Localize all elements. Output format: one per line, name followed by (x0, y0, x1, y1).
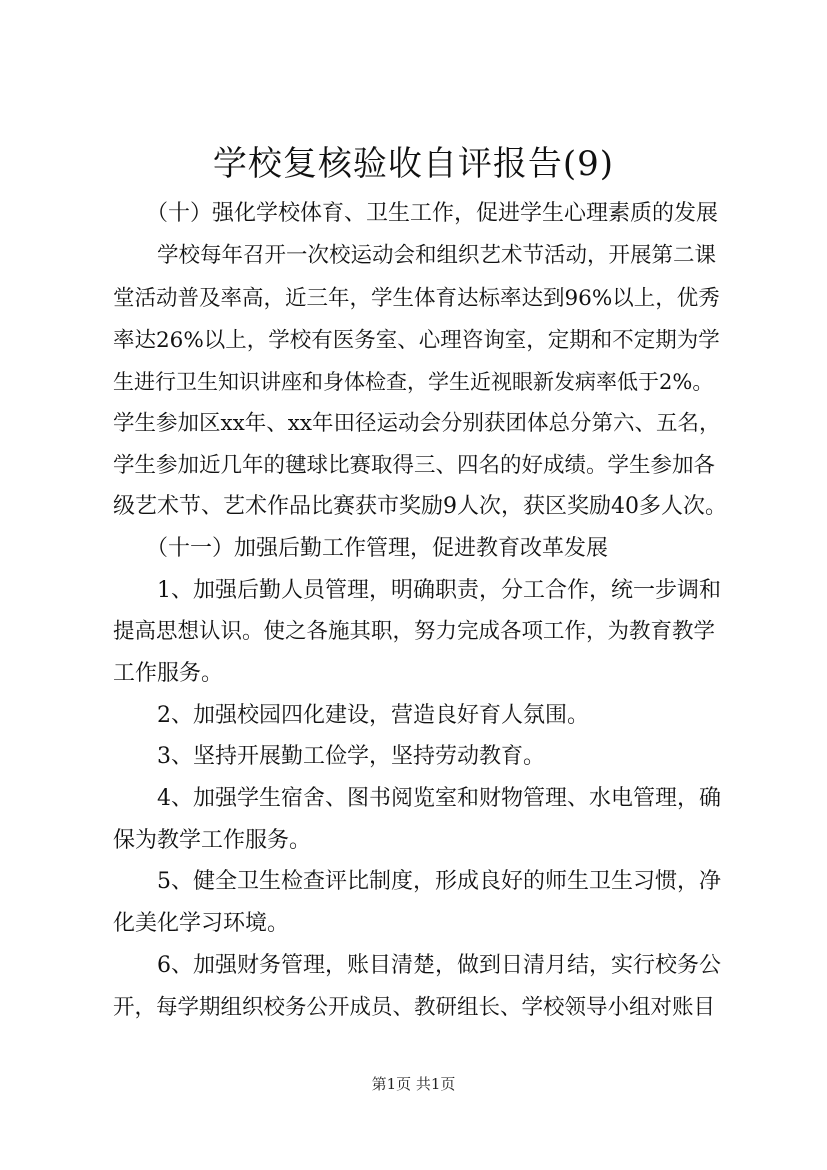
text-line-20: 开，每学期组织校务公开成员、教研组长、学校领导小组对账目 (113, 995, 716, 1020)
text-line-2: 学校每年召开一次校运动会和组织艺术节活动，开展第二课 (157, 243, 717, 268)
document-title: 学校复核验收自评报告(9) (212, 144, 615, 184)
text-line-10: 1、加强后勤人员管理，明确职责，分工合作，统一步调和 (157, 578, 721, 603)
text-line-6: 学生参加区xx年、xx年田径运动会分别获团体总分第六、五名， (113, 411, 721, 436)
text-line-9: （十一）加强后勤工作管理，促进教育改革发展 (146, 536, 609, 561)
text-line-15: 4、加强学生宿舍、图书阅览室和财物管理、水电管理，确 (157, 786, 721, 811)
text-line-3: 堂活动普及率高，近三年，学生体育达标率达到96%以上，优秀 (113, 286, 720, 311)
text-line-19: 6、加强财务管理，账目清楚，做到日清月结，实行校务公 (157, 953, 721, 978)
text-line-14: 3、坚持开展勤工俭学，坚持劳动教育。 (157, 744, 545, 769)
text-line-18: 化美化学习环境。 (113, 911, 290, 936)
text-line-5: 生进行卫生知识讲座和身体检查，学生近视眼新发病率低于2%。 (113, 370, 714, 394)
text-line-13: 2、加强校园四化建设，营造良好育人氛围。 (157, 703, 589, 728)
text-line-16: 保为教学工作服务。 (113, 828, 312, 853)
text-line-4: 率达26%以上，学校有医务室、心理咨询室，定期和不定期为学 (113, 328, 720, 353)
text-line-11: 提高思想认识。使之各施其职，努力完成各项工作，为教育教学 (113, 619, 716, 644)
text-line-17: 5、健全卫生检查评比制度，形成良好的师生卫生习惯，净 (157, 869, 721, 894)
text-line-12: 工作服务。 (113, 661, 224, 686)
text-line-1: （十）强化学校体育、卫生工作，促进学生心理素质的发展 (146, 201, 719, 226)
page-footer: 第1页 共1页 (371, 1075, 456, 1093)
text-line-7: 学生参加近几年的毽球比赛取得三、四名的好成绩。学生参加各 (113, 453, 716, 478)
text-line-8: 级艺术节、艺术作品比赛获市奖励9人次，获区奖励40多人次。 (113, 494, 727, 519)
